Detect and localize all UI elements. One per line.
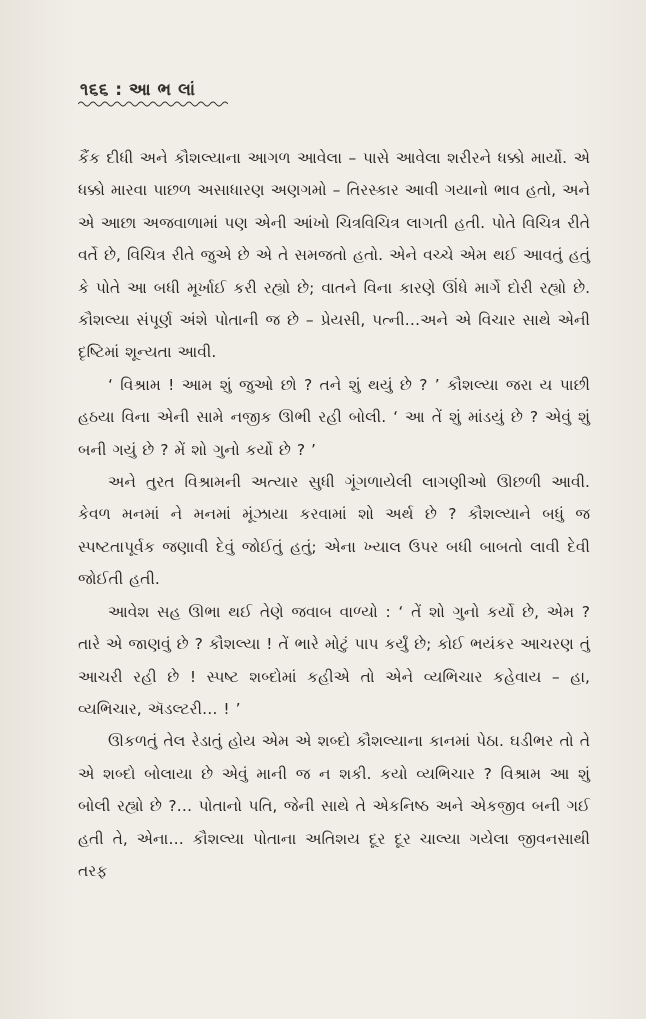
paragraph: ઊકળતું તેલ રેડાતું હોય એમ એ શબ્દો કૌશલ્યાના કાનમાં પેઠા. ઘડીભર તો તે એ શબ્દો બોલાયા છે એવું માની જ ન શકી. કયો વ્યભિચાર ? વિશ્રામ આ શું બોલી રહ્યો છે ?… પોતાનો પતિ, જેની સાથે તે એકનિષ્ઠ અને એકજીવ બની ગઈ હતી તે, એના… કૌશલ્યા પોતાના અતિશય દૂર દૂર ચાલ્યા ગયેલા જીવનસાથી તરફ [78, 732, 590, 880]
paragraph: કૈંક દીધી અને કૌશલ્યાના આગળ આવેલા – પાસે આવેલા શરીરને ધક્કો માર્યો. એ ધક્કો મારવા પાછળ અસાધારણ અણગમો – તિરસ્કાર આવી ગયાનો ભાવ હતો, અને એ આછા અજવાળામાં પણ એની આંખો ચિત્રવિચિત્ર લાગતી હતી. પોતે વિચિત્ર રીતે વર્તે છે, વિચિત્ર રીતે જુએ છે એ તે સમજતો હતો. એને વચ્ચે એમ થઈ આવતું હતું કે પોતે આ બધી મૂર્ખાઈ કરી રહ્યો છે; વાતને વિના કારણે ઊંધે માર્ગે દોરી રહ્યો છે. કૌશલ્યા સંપૂર્ણ અંશે પોતાની જ છે – પ્રેયસી, પત્ની…અને એ વિચાર સાથે એની દૃષ્ટિમાં શૂન્યતા આવી. [78, 149, 590, 362]
body-text [78, 142, 590, 887]
paragraph: આવેશ સહ ઊભા થઈ તેણે જવાબ વાળ્યો : ‘ તેં શો ગુનો કર્યો છે, એમ ? તારે એ જાણવું છે ? કૌશલ્યા ! તેં ભારે મોટું પાપ કર્યું છે; કોઈ ભયંકર આચરણ તું આચરી રહી છે ! સ્પષ્ટ શબ્દોમાં કહીએ તો એને વ્યભિચાર કહેવાય – હા, વ્યભિચાર, ઍડલ્ટરી… ! ’ [78, 602, 590, 718]
paragraph: ‘ વિશ્રામ ! આમ શું જુઓ છો ? તને શું થયું છે ? ’ કૌશલ્યા જરા ય પાછી હઠયા વિના એની સામે નજીક ઊભી રહી બોલી. ‘ આ તેં શું માંડયું છે ? એવું શું બની ગયું છે ? મેં શો ગુનો કર્યો છે ? ’ [78, 375, 590, 459]
wavy-underline [78, 100, 228, 108]
paragraph: અને તુરત વિશ્રામની અત્યાર સુધી ગૂંગળાયેલી લાગણીઓ ઊછળી આવી. કેવળ મનમાં ને મનમાં મૂંઝાયા કરવામાં શો અર્થ છે ? કૌશલ્યાને બધું જ સ્પષ્ટતાપૂર્વક જણાવી દેવું જોઈતું હતું; એના ખ્યાલ ઉપર બધી બાબતો લાવી દેવી જોઈતી હતી. [78, 473, 590, 589]
running-head: ૧૬૬ : આ ભ લાં [80, 80, 196, 100]
